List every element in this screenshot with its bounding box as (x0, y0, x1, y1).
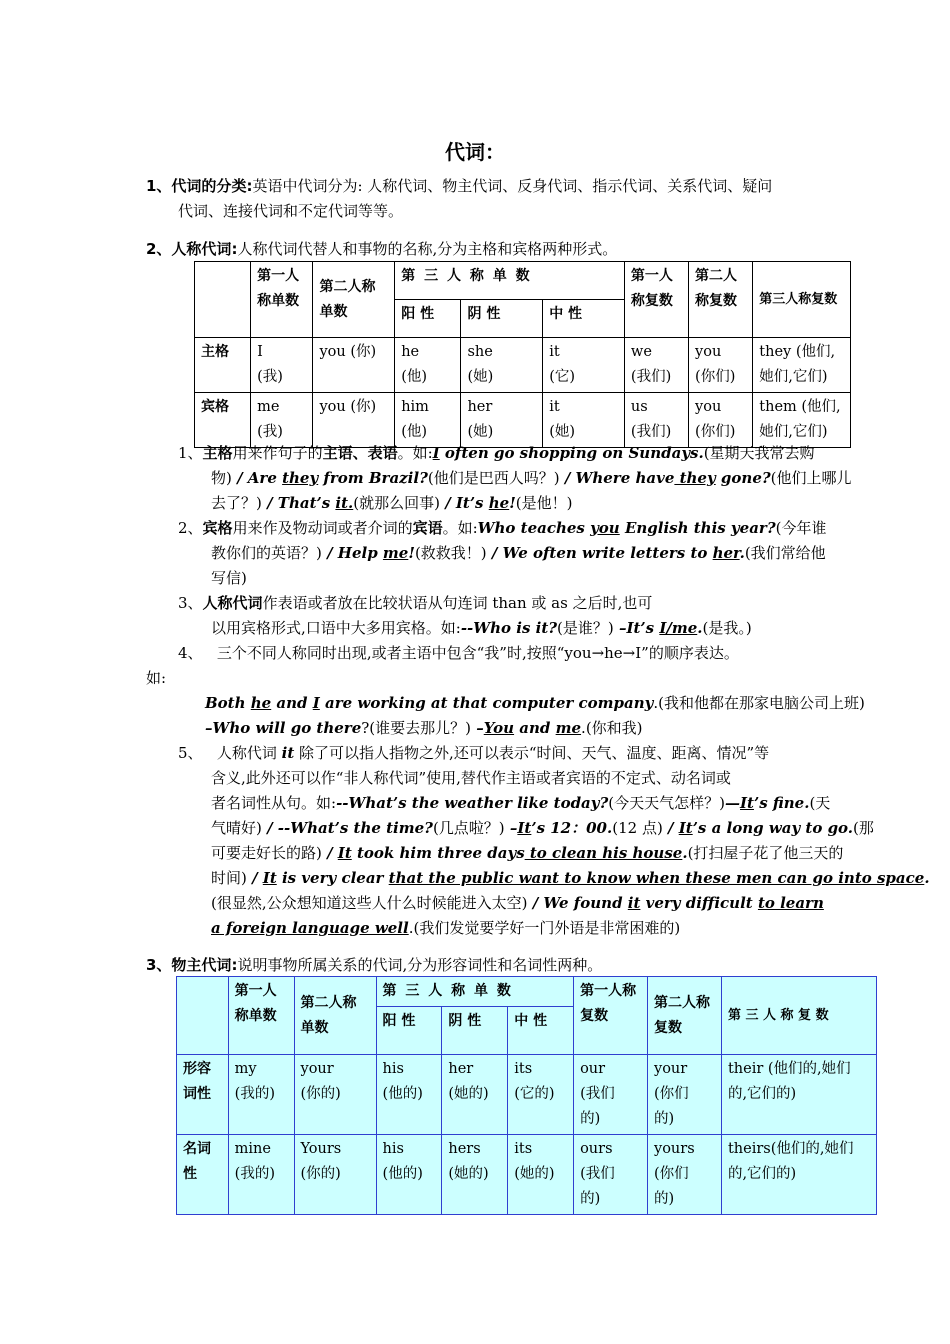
point-4-line-1 (178, 641, 739, 665)
table-cell: ours (我们 的) (574, 1135, 648, 1215)
point-5-line-6 (211, 866, 930, 890)
section-1-line-1 (146, 174, 772, 198)
point-5-line-4 (211, 816, 874, 840)
example: . (697, 619, 703, 637)
table-cell: me (我) (251, 393, 313, 448)
header-second-plural: 第二人称复数 (648, 977, 722, 1055)
table-cell: we (我们) (624, 338, 688, 393)
point-number: 1、 (178, 444, 203, 462)
point-number: 2、 (178, 519, 203, 537)
page-title: 代词： (445, 140, 505, 164)
example: – (471, 719, 484, 737)
example: –Who will go there (205, 719, 362, 737)
example: took him three days (351, 844, 525, 862)
translation: (他们上哪儿 (770, 469, 852, 487)
translation: (今天天气怎样？) (608, 794, 726, 812)
example: / It’s (439, 494, 489, 512)
header-masculine: 阳 性 (395, 300, 461, 338)
example: –It’s (613, 619, 660, 637)
table-cell: theirs(他们的,她们 的,它们的) (721, 1135, 876, 1215)
header-third-plural: 第三人称复数 (753, 262, 851, 338)
keyword: 宾语 (412, 519, 443, 537)
header-first-single: 第一人称单数 (228, 977, 294, 1055)
keyword: 主格 (202, 444, 233, 462)
header-feminine: 阴 性 (442, 1007, 508, 1055)
translation: (那 (853, 819, 874, 837)
translation: (打扫屋子花了他三天的 (687, 844, 844, 862)
translation: (天 (809, 794, 831, 812)
example-underlined: a foreign language well (211, 919, 409, 937)
point-4-line-2: 如: (146, 669, 167, 687)
possessive-pronoun-table (176, 976, 877, 1215)
row-label-objective: 宾格 (195, 393, 251, 448)
point-2-line-3: 写信) (211, 569, 247, 587)
header-neuter: 中 性 (508, 1007, 574, 1055)
table-cell: they (他们, 她们,它们) (753, 338, 851, 393)
text: 者名词性从句。如: (211, 794, 337, 812)
point-4-line-4 (205, 716, 643, 740)
example: very difficult (640, 894, 758, 912)
point-1-line-2 (211, 466, 852, 490)
example: / Help (321, 544, 383, 562)
example-underlined: It (262, 869, 277, 887)
translation: (救救我！) (414, 544, 487, 562)
point-5-line-7 (211, 891, 824, 915)
table-row-subjective (195, 338, 851, 393)
example: — (725, 794, 741, 812)
text: 用来作及物动词或者介词的 (232, 519, 413, 537)
example: are working at that computer company (319, 694, 654, 712)
example: ’s a long way to go. (692, 819, 854, 837)
example-underlined: It (517, 819, 532, 837)
table-row-adjective (177, 1055, 877, 1135)
table-cell: I (我) (251, 338, 313, 393)
translation: .(我和他都在那家电脑公司上班) (653, 694, 865, 712)
table-cell: your (你的) (294, 1055, 376, 1135)
table-cell: them (他们, 她们,它们) (753, 393, 851, 448)
table-cell: my (我的) (228, 1055, 294, 1135)
example-underlined: he (488, 494, 510, 512)
translation: 教你们的英语？) (211, 544, 322, 562)
point-2-line-1 (178, 516, 826, 540)
text: 。如: (397, 444, 433, 462)
example-underlined: It (740, 794, 754, 812)
example-underlined: it (627, 894, 641, 912)
section-2-text: 人称代词代替人和事物的名称,分为主格和宾格两种形式。 (237, 240, 618, 258)
point-number: 5、 (178, 744, 203, 762)
translation: (很显然,公众想知道这些人什么时候能进入太空) (211, 894, 528, 912)
table-cell: him (他) (395, 393, 461, 448)
translation: (是他！) (515, 494, 573, 512)
translation: (就那么回事) (353, 494, 440, 512)
example: Both (205, 694, 251, 712)
header-third-single: 第 三 人 称 单 数 (376, 977, 574, 1007)
example-underlined: to learn (757, 894, 824, 912)
section-3-heading (146, 953, 602, 977)
header-feminine: 阴 性 (461, 300, 543, 338)
text: 作表语或者放在比较状语从句连词 than 或 as 之后时,也可 (262, 594, 653, 612)
header-neuter: 中 性 (543, 300, 625, 338)
corner-cell (195, 262, 251, 338)
translation: (今年谁 (775, 519, 827, 537)
text: 。如: (442, 519, 478, 537)
keyword: 人称代词 (202, 594, 263, 612)
example-underlined: they (282, 469, 319, 487)
example-underlined: It (337, 844, 352, 862)
table-cell: you (你) (313, 338, 395, 393)
point-5-line-1 (178, 741, 769, 765)
table-cell: it (她) (543, 393, 625, 448)
example-underlined: you (590, 519, 620, 537)
keyword: 主语、表语 (322, 444, 398, 462)
example-underlined: I (432, 444, 440, 462)
example: and (514, 719, 556, 737)
keyword: it (281, 744, 295, 762)
example-underlined: I (312, 694, 320, 712)
header-masculine: 阳 性 (376, 1007, 442, 1055)
example-underlined: they (674, 469, 716, 487)
example: / We often write letters to (486, 544, 713, 562)
example: English this year? (619, 519, 776, 537)
header-second-single: 第二人称单数 (294, 977, 376, 1055)
example-underlined: It (678, 819, 693, 837)
table-cell: it (它) (543, 338, 625, 393)
example-underlined: her (712, 544, 740, 562)
personal-pronoun-table (194, 261, 851, 448)
example: . (739, 544, 745, 562)
table-cell: yours (你们 的) (648, 1135, 722, 1215)
example: . (682, 844, 688, 862)
section-2-heading (146, 237, 617, 261)
example: often go shopping on Sundays. (439, 444, 704, 462)
point-4-line-3 (205, 691, 865, 715)
translation: (是谁？) (557, 619, 614, 637)
example: – (504, 819, 518, 837)
row-label-adjective: 形容词性 (177, 1055, 229, 1135)
example: / That’s (261, 494, 336, 512)
table-row-noun (177, 1135, 877, 1215)
point-3-line-1 (178, 591, 652, 615)
text: 三个不同人称同时出现,或者主语中包含“我”时,按照“you→he→I”的顺序表达。 (216, 644, 739, 662)
row-label-noun: 名词性 (177, 1135, 229, 1215)
table-cell: our (我们 的) (574, 1055, 648, 1135)
table-cell: their (他们的,她们 的,它们的) (721, 1055, 876, 1135)
example: / (662, 819, 679, 837)
example-underlined: me (382, 544, 409, 562)
section-1-line-2: 代词、连接代词和不定代词等等。 (178, 202, 404, 220)
text: 用来作句子的 (232, 444, 323, 462)
row-label-subjective: 主格 (195, 338, 251, 393)
text: 除了可以指人指物之外,还可以表示“时间、天气、温度、距离、情况”等 (294, 744, 770, 762)
text: 以用宾格形式,口语中大多用宾格。如: (211, 619, 461, 637)
example-underlined: he (250, 694, 272, 712)
point-5-line-8 (211, 916, 680, 940)
keyword: 宾格 (202, 519, 233, 537)
table-cell: its (她的) (508, 1135, 574, 1215)
example: / --What’s the time? (261, 819, 433, 837)
translation: .(你和我) (581, 719, 643, 737)
example: ’s fine. (753, 794, 810, 812)
example: --Who is it? (460, 619, 558, 637)
table-cell: us (我们) (624, 393, 688, 448)
table-cell: her (她) (461, 393, 543, 448)
point-1-line-1 (178, 441, 815, 465)
example: / (321, 844, 338, 862)
example: --What’s the weather like today? (336, 794, 609, 812)
translation: .(我们发觉要学好一门外语是非常困难的) (408, 919, 681, 937)
example: Who teaches (477, 519, 591, 537)
example: and (271, 694, 313, 712)
example: from Brazil? (318, 469, 428, 487)
example: / Are (231, 469, 283, 487)
table-cell: you (你) (313, 393, 395, 448)
example-underlined: to clean his house (524, 844, 683, 862)
example: ! (408, 544, 415, 562)
translation: (星期天我常去购 (703, 444, 815, 462)
example: gone? (715, 469, 771, 487)
example: / (246, 869, 263, 887)
table-cell: his (他的) (376, 1055, 442, 1135)
table-cell: you (你们) (689, 393, 753, 448)
table-cell: your (你们 的) (648, 1055, 722, 1135)
table-cell: mine (我的) (228, 1135, 294, 1215)
translation: ?(谁要去那儿？) (361, 719, 471, 737)
section-3-text: 说明事物所属关系的代词,分为形容词性和名词性两种。 (237, 956, 603, 974)
header-first-single: 第一人称单数 (251, 262, 313, 338)
point-5-line-5 (211, 841, 843, 865)
example: . (924, 869, 930, 887)
translation: (是我。) (702, 619, 752, 637)
translation: 去了？) (211, 494, 262, 512)
example-underlined: I/me (659, 619, 698, 637)
point-3-line-2 (211, 616, 752, 640)
point-2-line-2 (211, 541, 826, 565)
header-third-plural: 第 三 人 称 复 数 (721, 977, 876, 1055)
corner-cell (177, 977, 229, 1055)
point-number: 4、 (178, 644, 203, 662)
table-cell: its (它的) (508, 1055, 574, 1135)
translation: 物) (211, 469, 232, 487)
table-cell: you (你们) (689, 338, 753, 393)
header-second-single: 第二人称单数 (313, 262, 395, 338)
example: / We found (527, 894, 628, 912)
translation: (几点啦？) (432, 819, 505, 837)
section-2-label: 2、人称代词: (146, 240, 238, 258)
header-first-plural: 第一人称复数 (624, 262, 688, 338)
example: ’s 12：00. (531, 819, 613, 837)
table-cell: hers (她的) (442, 1135, 508, 1215)
point-5-line-2: 含义,此外还可以作“非人称代词”使用,替代作主语或者宾语的不定式、动名词或 (211, 769, 731, 787)
example-underlined: that the public want to know when these men can go into space (388, 869, 925, 887)
example: ! (509, 494, 516, 512)
point-number: 3、 (178, 594, 203, 612)
example: / Where have (559, 469, 675, 487)
example-underlined: it. (335, 494, 354, 512)
point-1-line-3 (211, 491, 573, 515)
table-cell: his (他的) (376, 1135, 442, 1215)
section-3-label: 3、物主代词: (146, 956, 238, 974)
translation: (他们是巴西人吗？) (427, 469, 560, 487)
table-cell: her (她的) (442, 1055, 508, 1135)
section-1-label: 1、代词的分类: (146, 177, 253, 195)
translation: 气晴好) (211, 819, 262, 837)
translation: (我们常给他 (744, 544, 826, 562)
header-first-plural: 第一人称复数 (574, 977, 648, 1055)
example: is very clear (276, 869, 389, 887)
translation: 时间) (211, 869, 247, 887)
table-cell: he (他) (395, 338, 461, 393)
section-1-text: 英语中代词分为: 人称代词、物主代词、反身代词、指示代词、关系代词、疑问 (252, 177, 773, 195)
example-underlined: me (555, 719, 582, 737)
point-5-line-3 (211, 791, 830, 815)
table-row-objective (195, 393, 851, 448)
header-third-single: 第 三 人 称 单 数 (395, 262, 625, 300)
table-cell: Yours (你的) (294, 1135, 376, 1215)
header-second-plural: 第二人称复数 (689, 262, 753, 338)
translation: (12 点) (612, 819, 663, 837)
text: 人称代词 (216, 744, 282, 762)
translation: 可要走好长的路) (211, 844, 322, 862)
example-underlined: You (483, 719, 515, 737)
table-cell: she (她) (461, 338, 543, 393)
